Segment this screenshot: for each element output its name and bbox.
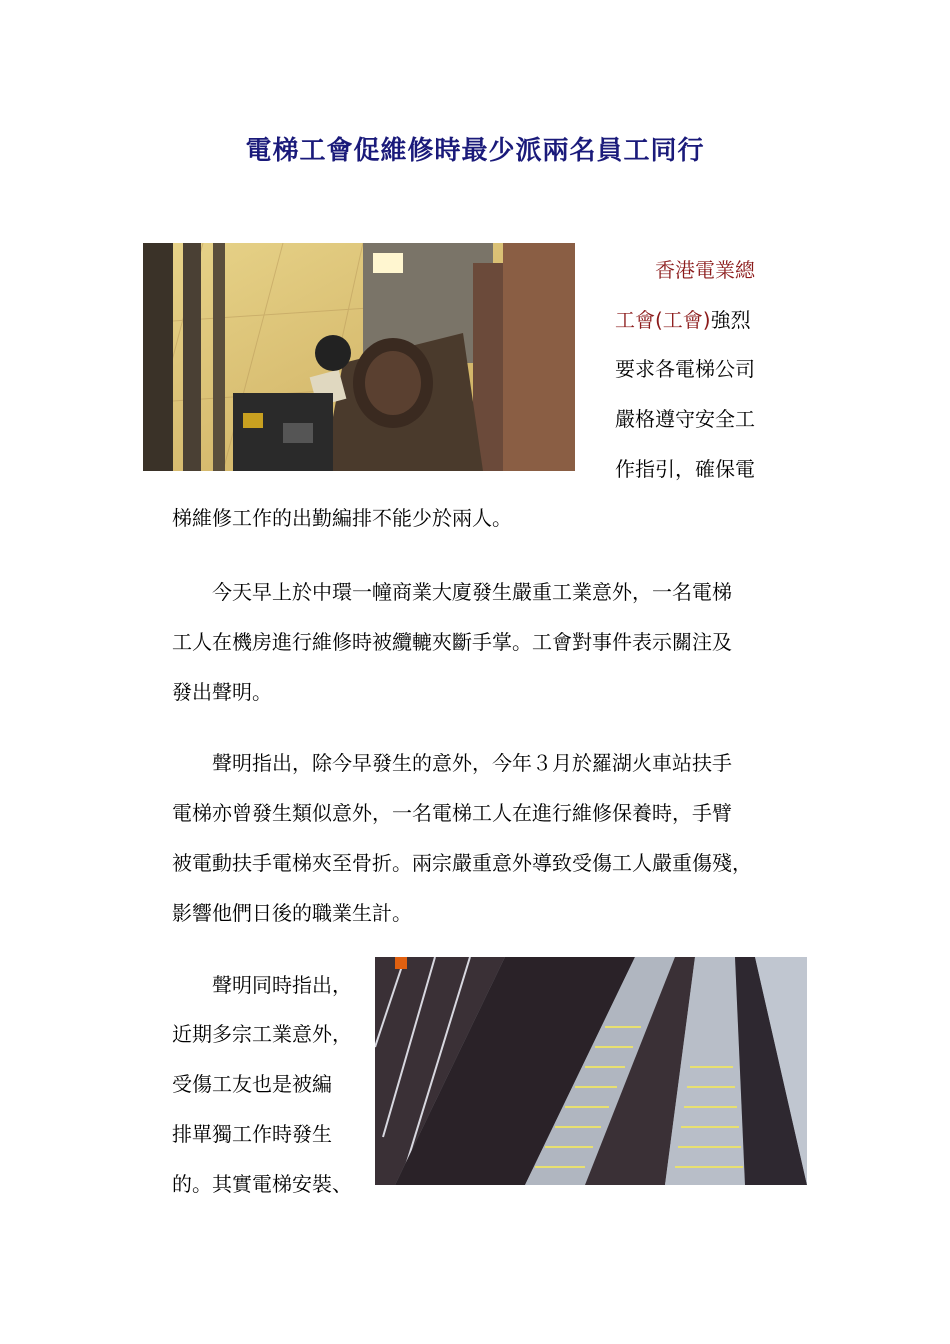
para4-line3: 受傷工友也是被編 (172, 1072, 332, 1096)
para1-line5: 作指引，確保電 (615, 457, 755, 481)
para1-line3: 要求各電梯公司 (615, 357, 755, 381)
para1-line2-rest: 強烈 (710, 308, 751, 332)
para2-line1: 今天早上於中環一幢商業大廈發生嚴重工業意外，一名電梯 (172, 580, 732, 604)
para3-line2: 電梯亦曾發生類似意外，一名電梯工人在進行維修保養時，手臂 (172, 801, 732, 825)
para3-line4: 影響他們日後的職業生計。 (172, 901, 412, 925)
para1-line4: 嚴格遵守安全工 (615, 407, 755, 431)
para1-line2 (615, 308, 751, 332)
escalator-photo (375, 957, 807, 1185)
para2-line3: 發出聲明。 (172, 680, 272, 704)
para4-line4: 排單獨工作時發生 (172, 1122, 332, 1146)
para1-line6: 梯維修工作的出勤編排不能少於兩人。 (172, 506, 512, 530)
para1-line1: 香港電業總 (655, 258, 755, 282)
union-name: 工會(工會) (615, 308, 711, 332)
para3-line3: 被電動扶手電梯夾至骨折。兩宗嚴重意外導致受傷工人嚴重傷殘， (172, 851, 752, 875)
para4-line2: 近期多宗工業意外， (172, 1022, 352, 1046)
para4-line1: 聲明同時指出， (172, 973, 352, 997)
para3-line1: 聲明指出，除今早發生的意外，今年３月於羅湖火車站扶手 (172, 751, 732, 775)
para4-line5: 的。其實電梯安裝、 (172, 1172, 352, 1196)
elevator-machine-room-photo (143, 243, 575, 471)
page-title: 電梯工會促維修時最少派兩名員工同行 (245, 136, 705, 166)
para2-line2: 工人在機房進行維修時被纜轆夾斷手掌。工會對事件表示關注及 (172, 630, 732, 654)
